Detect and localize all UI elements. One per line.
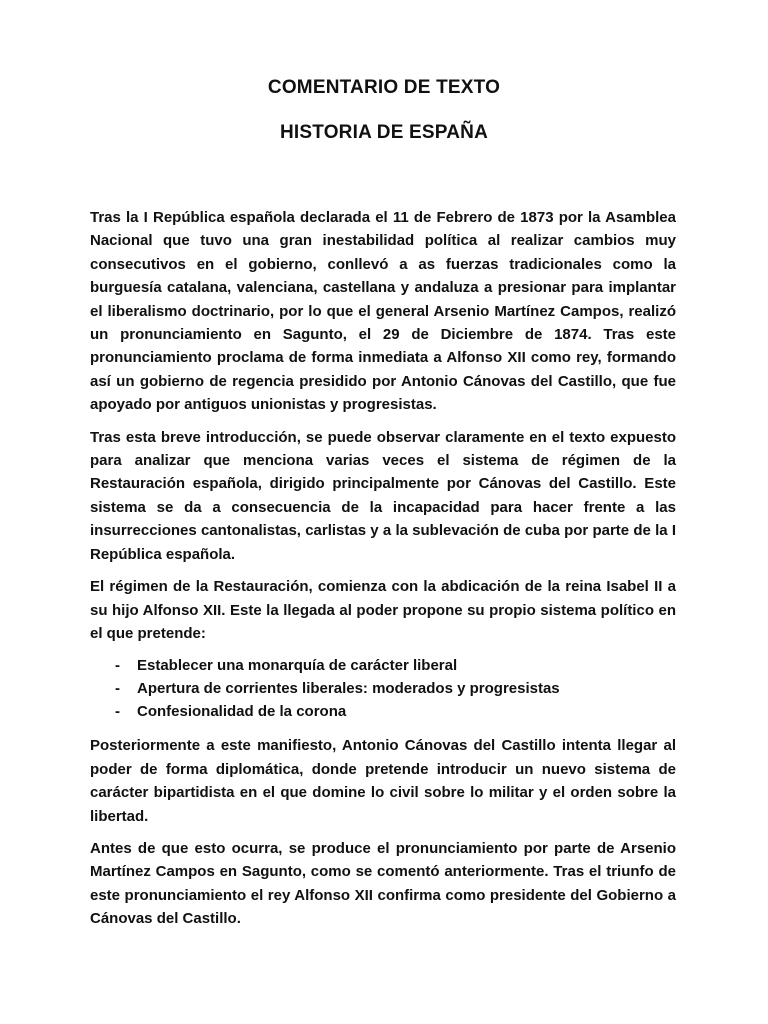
paragraph-regimen: El régimen de la Restauración, comienza con la abdicación de la reina Isabel II a su hijo Alfonso XII. Este la llegada al poder propone su propio sistema político en el que pretende:	[90, 578, 676, 642]
list-item	[90, 700, 676, 723]
list-item	[90, 677, 676, 700]
bullet-list	[90, 654, 676, 723]
document-title: COMENTARIO DE TEXTO	[267, 77, 501, 98]
bullet-dash: -	[115, 703, 120, 721]
document-subtitle: HISTORIA DE ESPAÑA	[279, 122, 489, 143]
list-item-text: Confesionalidad de la corona	[137, 703, 347, 721]
paragraph-restauracion-intro: Tras esta breve introducción, se puede observar claramente en el texto expuesto para analizar que menciona varias veces el sistema de régimen de la Restauración española, dirigido principalmente por Cánovas del Castillo. Este sistema se da a consecuencia de la incapacidad para hacer frente a las insurrecciones cantonalistas, carlistas y a la sublevación de cuba por parte de la I República española.	[90, 428, 676, 563]
list-item-text: Establecer una monarquía de carácter liberal	[137, 657, 458, 675]
paragraph-pronunciamiento: Antes de que esto ocurra, se produce el pronunciamiento por parte de Arsenio Martínez Campos en Sagunto, como se comentó anteriormente. Tras el triunfo de este pronunciamiento el rey Alfonso XII confirma como presidente del Gobierno a Cánovas del Castillo.	[90, 839, 676, 928]
bullet-dash: -	[115, 657, 120, 675]
list-item-text: Apertura de corrientes liberales: moderados y progresistas	[137, 680, 560, 698]
paragraph-canovas: Posteriormente a este manifiesto, Antonio Cánovas del Castillo intenta llegar al poder de forma diplomática, donde pretende introducir un nuevo sistema de carácter bipartidista en el que domine lo civil sobre lo militar y el orden sobre la libertad.	[90, 737, 676, 825]
bullet-dash: -	[115, 680, 120, 698]
list-item	[90, 654, 676, 677]
paragraph-intro: Tras la I República española declarada el 11 de Febrero de 1873 por la Asamblea Nacional que tuvo una gran inestabilidad política al realizar cambios muy consecutivos en el gobierno, conllevó a as fuerzas tradicionales como la burguesía catalana, valenciana, castellana y andaluza a presionar para implantar el liberalismo doctrinario, por lo que el general Arsenio Martínez Campos, realizó un pronunciamiento en Sagunto, el 29 de Diciembre de 1874. Tras este pronunciamiento proclama de forma inmediata a Alfonso XII como rey, formando así un gobierno de regencia presidido por Antonio Cánovas del Castillo, que fue apoyado por antiguos unionistas y progresistas.	[90, 209, 676, 414]
document-body	[90, 206, 676, 940]
